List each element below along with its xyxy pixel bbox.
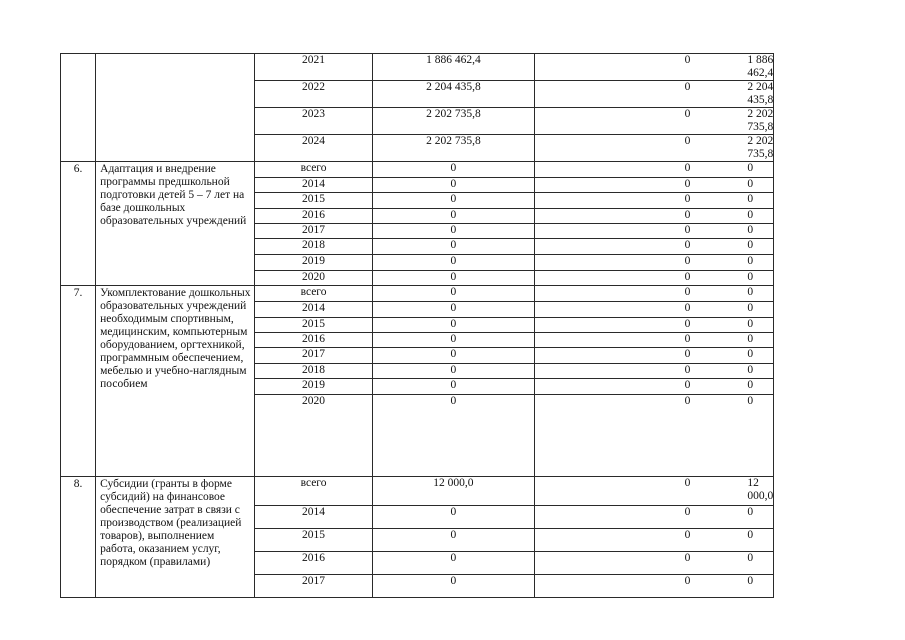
federal-amount-cell: 0	[534, 162, 690, 178]
row-number-cell: 7.	[61, 286, 96, 477]
federal-amount-cell: 0	[534, 318, 690, 333]
total-amount-cell: 0	[373, 193, 535, 209]
local-amount-cell: 0	[690, 395, 773, 477]
total-amount-cell: 1 886 462,4	[373, 54, 535, 81]
local-amount-cell: 0	[690, 193, 773, 209]
year-cell: 2016	[255, 209, 373, 224]
year-cell: 2022	[255, 81, 373, 108]
year-cell: 2015	[255, 193, 373, 209]
local-amount-cell: 0	[690, 286, 773, 302]
local-amount-cell: 2 202 735,8	[690, 108, 773, 135]
local-amount-cell: 0	[690, 348, 773, 364]
total-amount-cell: 12 000,0	[373, 477, 535, 506]
local-amount-cell: 0	[690, 364, 773, 379]
local-amount-cell: 0	[690, 255, 773, 271]
total-amount-cell: 0	[373, 302, 535, 318]
measure-name-cell	[96, 54, 255, 162]
federal-amount-cell: 0	[534, 348, 690, 364]
local-amount-cell: 0	[690, 162, 773, 178]
year-cell: 2017	[255, 575, 373, 598]
total-amount-cell: 2 202 735,8	[373, 108, 535, 135]
measure-name-cell: Укомплектование дошкольных образовательных учреждений необходимым спортивным, медицинским, компьютерным оборудованием, оргтехникой, программным обеспечением, мебелью и учебно-наглядным пособием	[96, 286, 255, 477]
total-amount-cell: 0	[373, 178, 535, 193]
year-cell: 2024	[255, 135, 373, 162]
local-amount-cell: 0	[690, 239, 773, 255]
total-amount-cell: 0	[373, 529, 535, 552]
federal-amount-cell: 0	[534, 224, 690, 239]
total-amount-cell: 0	[373, 575, 535, 598]
year-cell: 2014	[255, 178, 373, 193]
total-amount-cell: 0	[373, 395, 535, 477]
local-amount-cell: 0	[690, 271, 773, 286]
total-amount-cell: 0	[373, 552, 535, 575]
federal-amount-cell: 0	[534, 178, 690, 193]
table-row	[61, 54, 905, 81]
row-number-cell	[61, 54, 96, 162]
year-cell: 2020	[255, 395, 373, 477]
year-cell: 2016	[255, 333, 373, 348]
row-number-cell: 6.	[61, 162, 96, 286]
local-amount-cell: 0	[690, 318, 773, 333]
budget-table	[60, 53, 905, 598]
federal-amount-cell: 0	[534, 379, 690, 395]
federal-amount-cell: 0	[534, 529, 690, 552]
federal-amount-cell: 0	[534, 552, 690, 575]
year-cell: 2017	[255, 348, 373, 364]
measure-name-cell: Адаптация и внедрение программы предшкольной подготовки детей 5 – 7 лет на базе дошкольных образовательных учреждений	[96, 162, 255, 286]
total-amount-cell: 0	[373, 318, 535, 333]
year-cell: всего	[255, 286, 373, 302]
year-cell: 2019	[255, 379, 373, 395]
year-cell: всего	[255, 477, 373, 506]
total-amount-cell: 2 202 735,8	[373, 135, 535, 162]
total-amount-cell: 0	[373, 506, 535, 529]
total-amount-cell: 0	[373, 255, 535, 271]
federal-amount-cell: 0	[534, 255, 690, 271]
federal-amount-cell: 0	[534, 135, 690, 162]
total-amount-cell: 0	[373, 162, 535, 178]
local-amount-cell: 0	[690, 209, 773, 224]
local-amount-cell: 0	[690, 552, 773, 575]
table-row	[61, 286, 905, 302]
total-amount-cell: 2 204 435,8	[373, 81, 535, 108]
total-amount-cell: 0	[373, 271, 535, 286]
federal-amount-cell: 0	[534, 108, 690, 135]
federal-amount-cell: 0	[534, 193, 690, 209]
federal-amount-cell: 0	[534, 477, 690, 506]
local-amount-cell: 0	[690, 224, 773, 239]
year-cell: 2015	[255, 529, 373, 552]
budget-table-body	[61, 54, 905, 598]
local-amount-cell: 0	[690, 529, 773, 552]
federal-amount-cell: 0	[534, 239, 690, 255]
row-number-cell: 8.	[61, 477, 96, 598]
year-cell: всего	[255, 162, 373, 178]
table-row	[61, 477, 905, 506]
federal-amount-cell: 0	[534, 286, 690, 302]
local-amount-cell: 0	[690, 333, 773, 348]
federal-amount-cell: 0	[534, 271, 690, 286]
table-row	[61, 162, 905, 178]
federal-amount-cell: 0	[534, 575, 690, 598]
total-amount-cell: 0	[373, 209, 535, 224]
year-cell: 2015	[255, 318, 373, 333]
local-amount-cell: 0	[690, 379, 773, 395]
local-amount-cell: 2 202 735,8	[690, 135, 773, 162]
year-cell: 2021	[255, 54, 373, 81]
federal-amount-cell: 0	[534, 395, 690, 477]
federal-amount-cell: 0	[534, 364, 690, 379]
local-amount-cell: 0	[690, 178, 773, 193]
local-amount-cell: 0	[690, 575, 773, 598]
federal-amount-cell: 0	[534, 333, 690, 348]
federal-amount-cell: 0	[534, 54, 690, 81]
year-cell: 2020	[255, 271, 373, 286]
year-cell: 2017	[255, 224, 373, 239]
total-amount-cell: 0	[373, 348, 535, 364]
year-cell: 2018	[255, 364, 373, 379]
local-amount-cell: 0	[690, 506, 773, 529]
year-cell: 2023	[255, 108, 373, 135]
year-cell: 2014	[255, 506, 373, 529]
federal-amount-cell: 0	[534, 209, 690, 224]
federal-amount-cell: 0	[534, 81, 690, 108]
total-amount-cell: 0	[373, 224, 535, 239]
total-amount-cell: 0	[373, 379, 535, 395]
year-cell: 2016	[255, 552, 373, 575]
federal-amount-cell: 0	[534, 302, 690, 318]
year-cell: 2019	[255, 255, 373, 271]
year-cell: 2014	[255, 302, 373, 318]
local-amount-cell: 1 886 462,4	[690, 54, 773, 81]
total-amount-cell: 0	[373, 364, 535, 379]
local-amount-cell: 12 000,0	[690, 477, 773, 506]
total-amount-cell: 0	[373, 286, 535, 302]
local-amount-cell: 0	[690, 302, 773, 318]
total-amount-cell: 0	[373, 239, 535, 255]
local-amount-cell: 2 204 435,8	[690, 81, 773, 108]
total-amount-cell: 0	[373, 333, 535, 348]
federal-amount-cell: 0	[534, 506, 690, 529]
year-cell: 2018	[255, 239, 373, 255]
measure-name-cell: Субсидии (гранты в форме субсидий) на финансовое обеспечение затрат в связи с производством (реализацией товаров), выполнением работа, оказанием услуг, порядком (правилами)	[96, 477, 255, 598]
